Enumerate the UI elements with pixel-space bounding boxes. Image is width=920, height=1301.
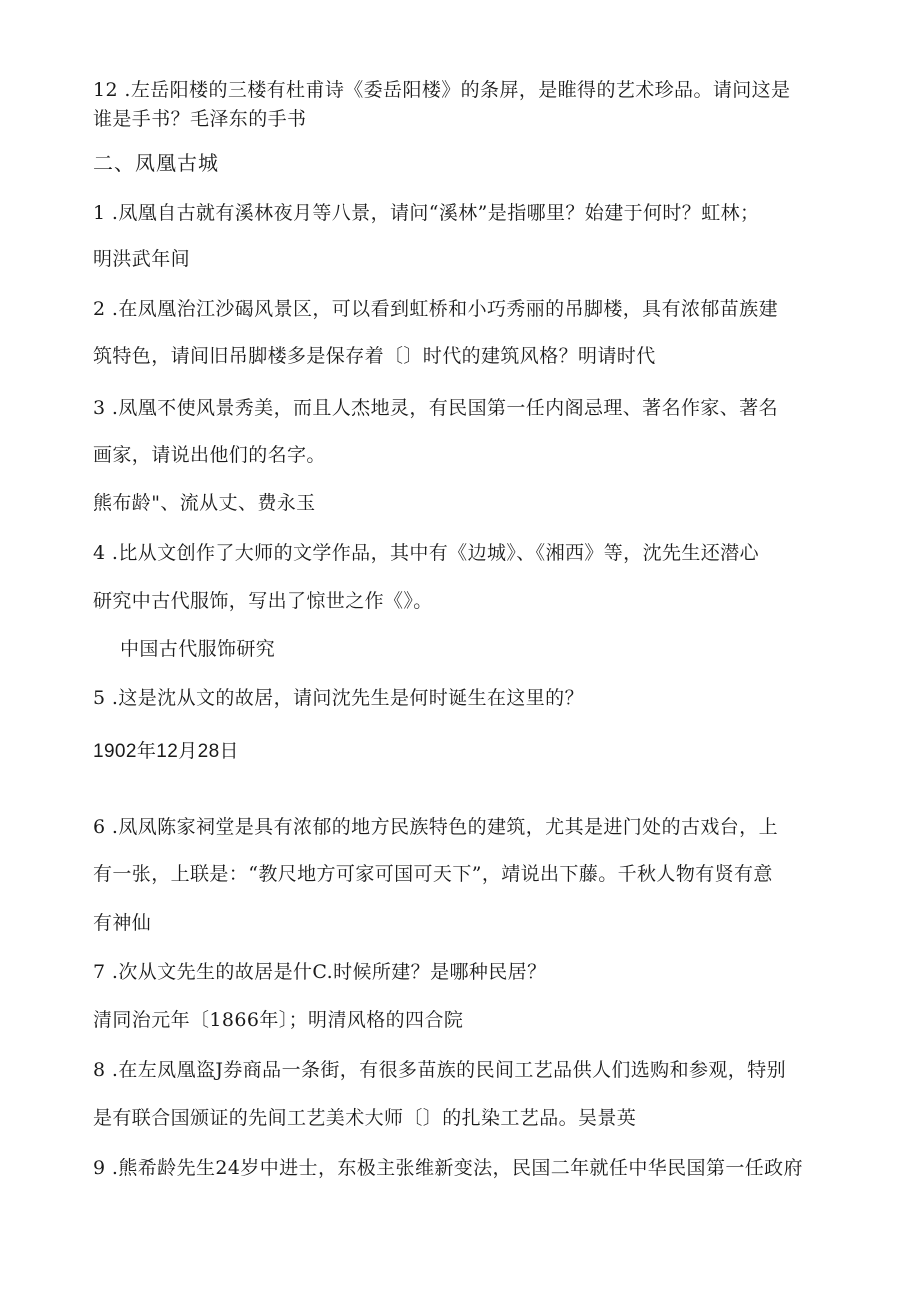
q5-answer: 1902年12月28日	[93, 741, 239, 762]
q12-line-2-answer: 谁是手书？毛泽东的手书	[93, 108, 307, 130]
q8-line-2-answer: 是有联合国颁证的先间工艺美术大师〔〕的扎染工艺品。吴景英	[93, 1107, 637, 1129]
q6-line-1: 6 .凤凤陈家祠堂是具有浓郁的地方民族特色的建筑，尤其是进门处的古戏台，上	[93, 816, 778, 838]
q9-line-1: 9 .熊希龄先生24岁中进士，东极主张维新变法，民国二年就任中华民国第一任政府	[93, 1157, 803, 1179]
section-heading-fenghuang: 二、凤凰古城	[93, 151, 219, 175]
q12-line-1: 12 .左岳阳楼的三楼有杜甫诗《委岳阳楼》的条屏，是睢得的艺术珍品。请问这是	[93, 79, 791, 101]
q7-line-1: 7 .次从文先生的故居是什C.时候所建？是哪种民居？	[93, 961, 547, 983]
q6-line-2: 有一张，上联是：“教尺地方可家可国可天下”，靖说出下藤。千秋人物有贤有意	[93, 863, 773, 885]
q4-line-2: 研究中古代服饰，写出了惊世之作《》。	[93, 590, 433, 612]
q8-line-1: 8 .在左凤凰盗J券商品一条街，有很多苗族的民间工艺品供人们选购和参观，特别	[93, 1059, 786, 1081]
q2-line-2-answer: 筑特色，请间旧吊脚楼多是保存着〔〕时代的建筑风格？明请时代	[93, 345, 656, 367]
q3-line-2: 画家，请说出他们的名字。	[93, 444, 326, 466]
q3-answer: 熊布龄"、流从丈、费永玉	[93, 492, 316, 514]
q4-line-1: 4 .比从文创作了大师的文学作品，其中有《边城》、《湘西》等，沈先生还潜心	[93, 542, 759, 564]
q1-line-1: 1 .凤凰自古就有溪林夜月等八景，请问“溪林”是指哪里？始建于何时？虹林；	[93, 202, 760, 224]
q1-answer: 明洪武年间	[93, 248, 191, 270]
q6-line-3-answer: 有神仙	[93, 912, 152, 934]
q4-answer: 中国古代服饰研究	[120, 638, 276, 660]
q5-line-1: 5 .这是沈从文的故居，请问沈先生是何时诞生在这里的？	[93, 687, 584, 709]
q3-line-1: 3 .凤凰不使风景秀美，而且人杰地灵，有民国第一任内阁忌理、著名作家、著名	[93, 397, 778, 419]
q7-answer: 清同治元年〔1866年〕；明清风格的四合院	[93, 1009, 464, 1031]
q2-line-1: 2 .在凤凰治江沙碣风景区，可以看到虹桥和小巧秀丽的吊脚楼，具有浓郁苗族建	[93, 298, 778, 320]
